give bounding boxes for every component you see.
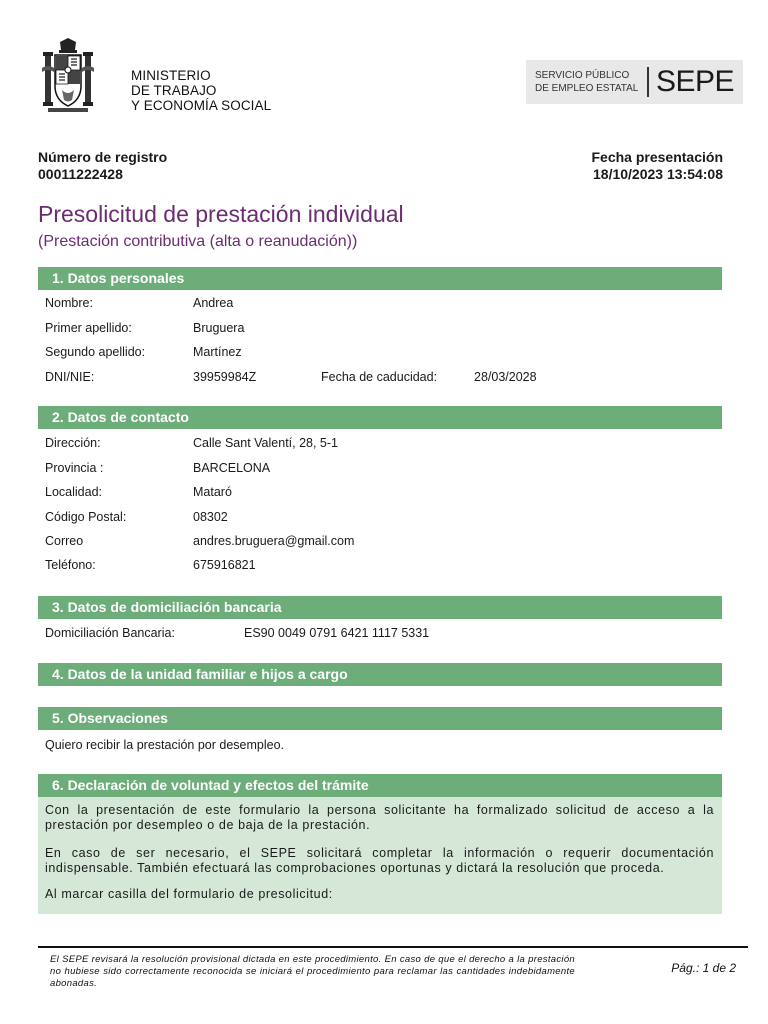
apellido1-value: Bruguera xyxy=(193,321,245,335)
spanish-coat-of-arms-icon xyxy=(42,38,94,114)
apellido2-value: Martínez xyxy=(193,345,242,359)
section-heading-familiar: 4. Datos de la unidad familiar e hijos a cargo xyxy=(38,663,722,686)
section-heading-contacto: 2. Datos de contacto xyxy=(38,406,722,429)
sepe-line: SERVICIO PÚBLICO xyxy=(535,70,630,81)
sepe-line: DE EMPLEO ESTATAL xyxy=(535,83,639,94)
dni-value: 39959984Z xyxy=(193,370,257,384)
fecha-value: 18/10/2023 13:54:08 xyxy=(593,166,723,182)
provincia-value: BARCELONA xyxy=(193,461,271,475)
apellido1-label: Primer apellido: xyxy=(45,321,132,335)
section-heading-bancaria: 3. Datos de domiciliación bancaria xyxy=(38,596,722,619)
page-subtitle: (Prestación contributiva (alta o reanudación)) xyxy=(38,233,358,250)
correo-value: andres.bruguera@gmail.com xyxy=(193,534,355,548)
registro-value: 00011222428 xyxy=(38,166,123,182)
sepe-full-name xyxy=(535,69,638,95)
declaracion-paragraph: Al marcar casilla del formulario de presolicitud: xyxy=(45,887,333,901)
declaracion-paragraph: En caso de ser necesario, el SEPE solicitará completar la información o requerir documentación indispensable. También efectuará las comprobaciones oportunas y dictará la resolución que proceda. xyxy=(45,846,714,875)
page-title: Presolicitud de prestación individual xyxy=(38,201,404,227)
ministry-line: DE TRABAJO xyxy=(131,83,217,98)
sepe-acronym: SEPE xyxy=(656,65,735,98)
footer-divider xyxy=(38,946,748,948)
provincia-label: Provincia : xyxy=(45,461,104,475)
registro-label: Número de registro xyxy=(38,149,168,165)
footer-note: El SEPE revisará la resolución provisional dictada en este procedimiento. En caso de que el derecho a la prestación no hubiese sido correctamente reconocida se iniciará el procedimiento para reclamar las cantidades indebidamente abonadas. xyxy=(50,954,575,989)
section-heading-personal: 1. Datos personales xyxy=(38,267,722,290)
direccion-value: Calle Sant Valentí, 28, 5-1 xyxy=(193,436,338,450)
iban-value: ES90 0049 0791 6421 1117 5331 xyxy=(244,626,430,640)
sepe-logo xyxy=(526,60,743,104)
localidad-value: Mataró xyxy=(193,485,232,499)
logo-divider xyxy=(647,67,649,97)
dni-label: DNI/NIE: xyxy=(45,370,95,384)
cp-value: 08302 xyxy=(193,510,228,524)
section-heading-declaracion: 6. Declaración de voluntad y efectos del trámite xyxy=(38,774,722,797)
apellido2-label: Segundo apellido: xyxy=(45,345,146,359)
caducidad-value: 28/03/2028 xyxy=(474,370,537,384)
section-heading-observaciones: 5. Observaciones xyxy=(38,707,722,730)
page-number: Pág.: 1 de 2 xyxy=(671,961,736,975)
domiciliacion-label: Domiciliación Bancaria: xyxy=(45,626,175,640)
nombre-label: Nombre: xyxy=(45,296,93,310)
caducidad-label: Fecha de caducidad: xyxy=(321,370,438,384)
telefono-value: 675916821 xyxy=(193,558,256,572)
ministry-line: Y ECONOMÍA SOCIAL xyxy=(131,98,272,113)
cp-label: Código Postal: xyxy=(45,510,127,524)
telefono-label: Teléfono: xyxy=(45,558,96,572)
declaracion-paragraph: Con la presentación de este formulario la persona solicitante ha formalizado solicitud de acceso a la prestación por desempleo o de baja de la prestación. xyxy=(45,803,714,832)
nombre-value: Andrea xyxy=(193,296,234,310)
localidad-label: Localidad: xyxy=(45,485,102,499)
direccion-label: Dirección: xyxy=(45,436,101,450)
correo-label: Correo xyxy=(45,534,84,548)
observaciones-text: Quiero recibir la prestación por desempleo. xyxy=(45,738,285,752)
fecha-label: Fecha presentación xyxy=(591,149,723,165)
ministry-line: MINISTERIO xyxy=(131,68,211,83)
ministry-name xyxy=(131,68,271,113)
